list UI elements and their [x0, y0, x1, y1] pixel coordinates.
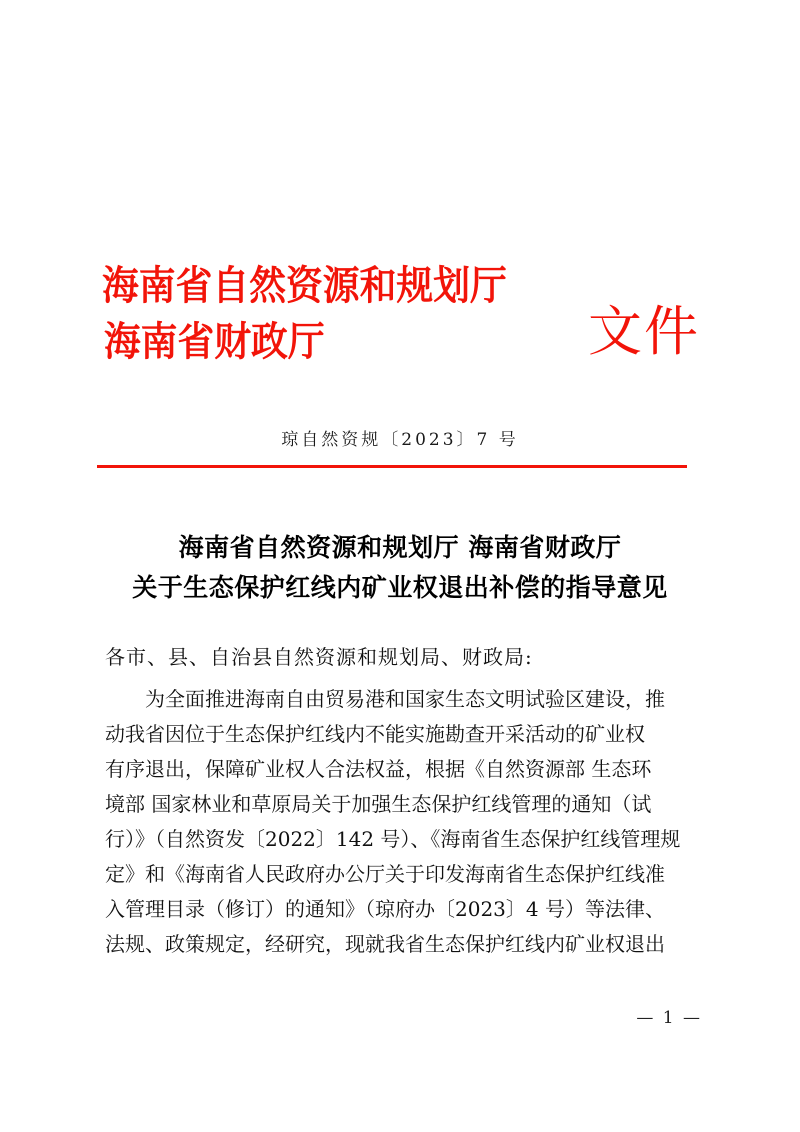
body-line: 动我省因位于生态保护红线内不能实施勘查开采活动的矿业权	[105, 722, 645, 746]
body-line: 有序退出，保障矿业权人合法权益，根据《自然资源部 生态环	[105, 757, 652, 781]
body-line: 定》和《海南省人民政府办公厅关于印发海南省生态保护红线准	[105, 862, 665, 886]
body-line: 境部 国家林业和草原局关于加强生态保护红线管理的通知（试	[105, 792, 652, 816]
body-paragraph	[105, 682, 701, 962]
masthead-document-word: 文件	[588, 300, 700, 363]
body-line: 法规、政策规定，经研究，现就我省生态保护红线内矿业权退出	[105, 932, 665, 956]
masthead	[0, 258, 800, 388]
agency-name-stack	[102, 258, 622, 370]
masthead-inner	[90, 258, 710, 388]
agency-name-primary: 海南省自然资源和规划厅	[102, 263, 507, 309]
page-title-line-2: 关于生态保护红线内矿业权退出补偿的指导意见	[132, 573, 668, 602]
salutation: 各市、县、自治县自然资源和规划局、财政局:	[105, 645, 533, 669]
body-line: 行）》（自然资发〔2022〕142 号）、《海南省生态保护红线管理规	[105, 827, 681, 851]
body-line: 入管理目录（修订）的通知》（琼府办〔2023〕4 号）等法律、	[105, 897, 665, 921]
agency-name-secondary: 海南省财政厅	[103, 319, 325, 365]
document-number: 琼自然资规〔2023〕7 号	[281, 430, 519, 450]
page-number: — 1 —	[636, 1008, 702, 1028]
document-body	[105, 638, 701, 962]
page-title-line-1: 海南省自然资源和规划厅 海南省财政厅	[178, 533, 622, 562]
page-title	[0, 528, 800, 608]
red-separator-rule	[97, 465, 687, 468]
body-line: 为全面推进海南自由贸易港和国家生态文明试验区建设，推	[145, 687, 665, 711]
